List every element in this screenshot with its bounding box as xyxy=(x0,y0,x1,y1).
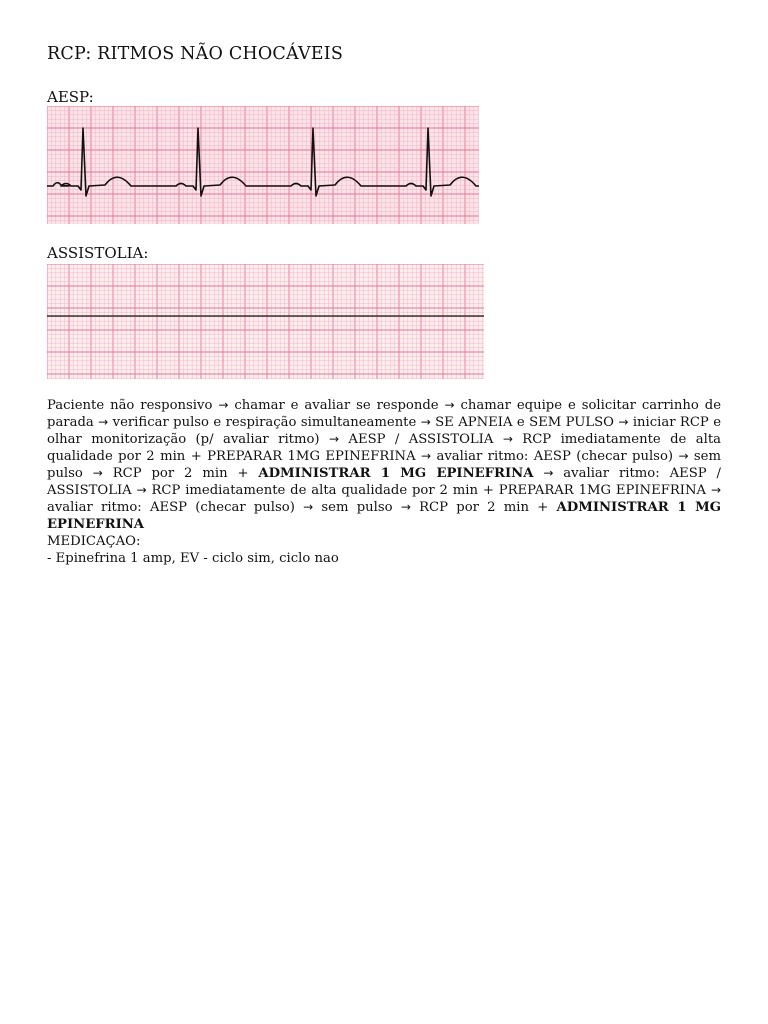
assistolia-ecg-strip xyxy=(47,264,484,379)
arrow-icon: → xyxy=(444,398,455,412)
paragraph-text: Paciente não responsivo xyxy=(47,398,219,413)
paragraph-bold-text: ADMINISTRAR 1 MG EPINEFRINA xyxy=(258,466,534,481)
page-title: RCP: RITMOS NÃO CHOCÁVEIS xyxy=(47,44,344,64)
paragraph-text: RCP imediatamente de alta qualidade por 2 min + PREPARAR 1MG EPINEFRINA xyxy=(47,432,721,464)
arrow-icon: → xyxy=(502,432,513,446)
arrow-icon: → xyxy=(218,398,229,412)
medication-item: - Epinefrina 1 amp, EV - ciclo sim, ciclo nao xyxy=(47,551,339,566)
paragraph-text: AESP / ASSISTOLIA xyxy=(339,432,503,447)
arrow-icon: → xyxy=(420,415,431,429)
paragraph-text: chamar e avaliar se responde xyxy=(228,398,445,413)
assistolia-label: ASSISTOLIA: xyxy=(47,244,149,262)
paragraph-text: sem pulso xyxy=(47,449,721,481)
paragraph-text: avaliar ritmo: AESP / ASSISTOLIA xyxy=(47,466,721,498)
aesp-label: AESP: xyxy=(47,88,94,106)
arrow-icon: → xyxy=(92,466,103,480)
paragraph-text xyxy=(533,466,543,481)
arrow-icon: → xyxy=(543,466,554,480)
paragraph-text: avaliar ritmo: AESP (checar pulso) xyxy=(431,449,679,464)
arrow-icon: → xyxy=(400,500,411,514)
paragraph-text: iniciar RCP e olhar monitorização (p/ avaliar ritmo) xyxy=(47,415,722,447)
arrow-icon: → xyxy=(421,449,432,463)
paragraph-text: avaliar ritmo: AESP (checar pulso) xyxy=(47,500,304,515)
paragraph-text: RCP imediatamente de alta qualidade por 2 min + PREPARAR 1MG EPINEFRINA xyxy=(146,483,711,498)
aesp-ecg-strip xyxy=(47,106,479,224)
arrow-icon: → xyxy=(618,415,629,429)
arrow-icon: → xyxy=(710,483,721,497)
paragraph-text: RCP por 2 min + xyxy=(410,500,557,515)
arrow-icon: → xyxy=(136,483,147,497)
paragraph-text: sem pulso xyxy=(313,500,401,515)
arrow-icon: → xyxy=(303,500,314,514)
medication-title: MEDICAÇAO: xyxy=(47,534,141,549)
arrow-icon: → xyxy=(98,415,109,429)
paragraph-text: SE APNEIA e SEM PULSO xyxy=(430,415,619,430)
paragraph-text: verificar pulso e respiração simultaneamente xyxy=(108,415,421,430)
paragraph-text: chamar equipe e solicitar carrinho de parada xyxy=(47,398,721,430)
paragraph-text: RCP por 2 min + xyxy=(102,466,259,481)
arrow-icon: → xyxy=(678,449,689,463)
protocol-paragraph xyxy=(47,397,721,533)
paragraph-bold-text: ADMINISTRAR 1 MG EPINEFRINA xyxy=(47,500,721,532)
arrow-icon: → xyxy=(328,432,340,446)
